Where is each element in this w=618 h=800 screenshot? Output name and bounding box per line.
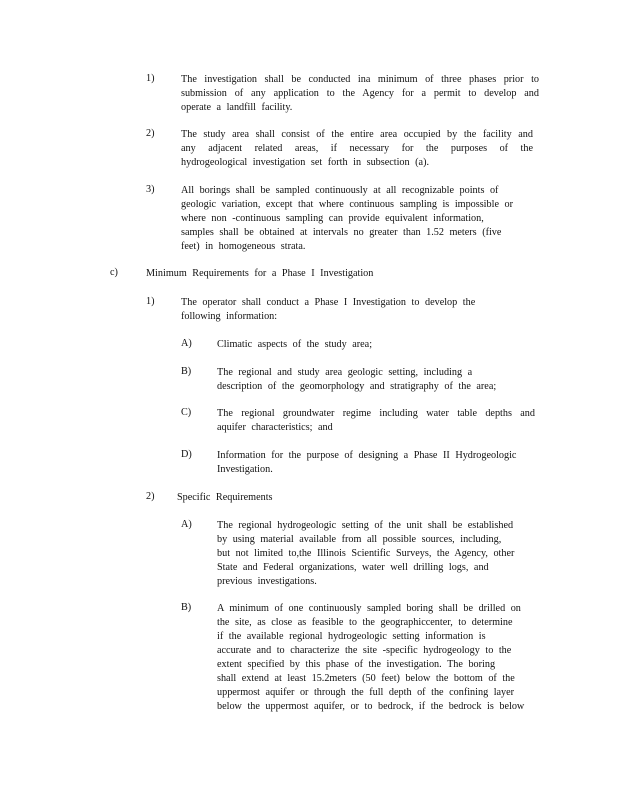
paragraph-text xyxy=(181,296,501,324)
text-line: the site, as close as feasible to the geographiccenter, to determine xyxy=(217,617,513,628)
item-label: A) xyxy=(181,338,192,349)
paragraph-text xyxy=(181,184,543,254)
text-line: below the uppermost aquifer, or to bedrock, if the bedrock is below xyxy=(217,701,525,712)
text-line: samples shall be obtained at intervals no greater than 1.52 meters (five xyxy=(181,227,502,238)
text-line: accurate and to characterize the site -specific hydrogeology to the xyxy=(217,645,512,656)
text-line: Investigation. xyxy=(217,464,273,475)
item-label: B) xyxy=(181,602,192,613)
item-label: C) xyxy=(181,407,192,418)
section-heading xyxy=(177,491,273,505)
text-line: operate a landfill facility. xyxy=(181,102,293,113)
text-line: aquifer characteristics; and xyxy=(217,422,333,433)
text-line: The study area shall consist of the entire area occupied by the facility and xyxy=(181,129,533,140)
text-line: but not limited to,the Illinois Scientific Surveys, the Agency, other xyxy=(217,548,515,559)
item-label: A) xyxy=(181,519,192,530)
paragraph-text xyxy=(217,366,527,394)
paragraph-text xyxy=(217,338,372,352)
text-line: previous investigations. xyxy=(217,576,317,587)
text-line: The regional groundwater regime including water table depths and xyxy=(217,408,535,419)
text-line: extent specified by this phase of the investigation. The boring xyxy=(217,659,496,670)
text-line: All borings shall be sampled continuously at all recognizable points of xyxy=(181,185,499,196)
item-label: 1) xyxy=(146,296,155,307)
paragraph-text xyxy=(181,73,539,115)
text-line: shall extend at least 15.2meters (50 feet) below the bottom of the xyxy=(217,673,515,684)
text-line: The regional and study area geologic setting, including a xyxy=(217,367,473,378)
text-line: submission of any application to the Agency for a permit to develop and xyxy=(181,88,539,99)
paragraph-text xyxy=(217,602,543,714)
item-label: B) xyxy=(181,366,192,377)
paragraph-text xyxy=(217,519,537,589)
paragraph-text xyxy=(181,128,533,170)
heading-text: Specific Requirements xyxy=(177,492,273,503)
text-line: by using material available from all possible sources, including, xyxy=(217,534,502,545)
text-line: Information for the purpose of designing a Phase II Hydrogeologic xyxy=(217,450,517,461)
text-line: any adjacent related areas, if necessary for the purposes of the xyxy=(181,143,533,154)
text-line: The regional hydrogeologic setting of the unit shall be established xyxy=(217,520,514,531)
text-line: State and Federal organizations, water well drilling logs, and xyxy=(217,562,489,573)
text-line: Climatic aspects of the study area; xyxy=(217,339,373,350)
text-line: if the available regional hydrogeologic setting information is xyxy=(217,631,486,642)
item-label: 3) xyxy=(146,184,155,195)
text-line: feet) in homogeneous strata. xyxy=(181,241,306,252)
text-line: description of the geomorphology and stratigraphy of the area; xyxy=(217,381,497,392)
item-label: D) xyxy=(181,449,192,460)
item-label: 2) xyxy=(146,128,155,139)
text-line: hydrogeological investigation set forth in subsection (a). xyxy=(181,157,430,168)
text-line: geologic variation, except that where continuous sampling is impossible or xyxy=(181,199,513,210)
text-line: The investigation shall be conducted ina minimum of three phases prior to xyxy=(181,74,539,85)
item-label: 2) xyxy=(146,491,155,502)
heading-text: Minimum Requirements for a Phase I Investigation xyxy=(146,268,374,279)
section-label: c) xyxy=(110,267,118,278)
paragraph-text xyxy=(217,407,535,435)
paragraph-text xyxy=(217,449,529,477)
text-line: where non -continuous sampling can provide equivalent information, xyxy=(181,213,484,224)
text-line: A minimum of one continuously sampled boring shall be drilled on xyxy=(217,603,521,614)
text-line: following information: xyxy=(181,311,278,322)
item-label: 1) xyxy=(146,73,155,84)
text-line: The operator shall conduct a Phase I Investigation to develop the xyxy=(181,297,476,308)
text-line: uppermost aquifer or through the full depth of the confining layer xyxy=(217,687,515,698)
section-heading xyxy=(146,267,373,281)
